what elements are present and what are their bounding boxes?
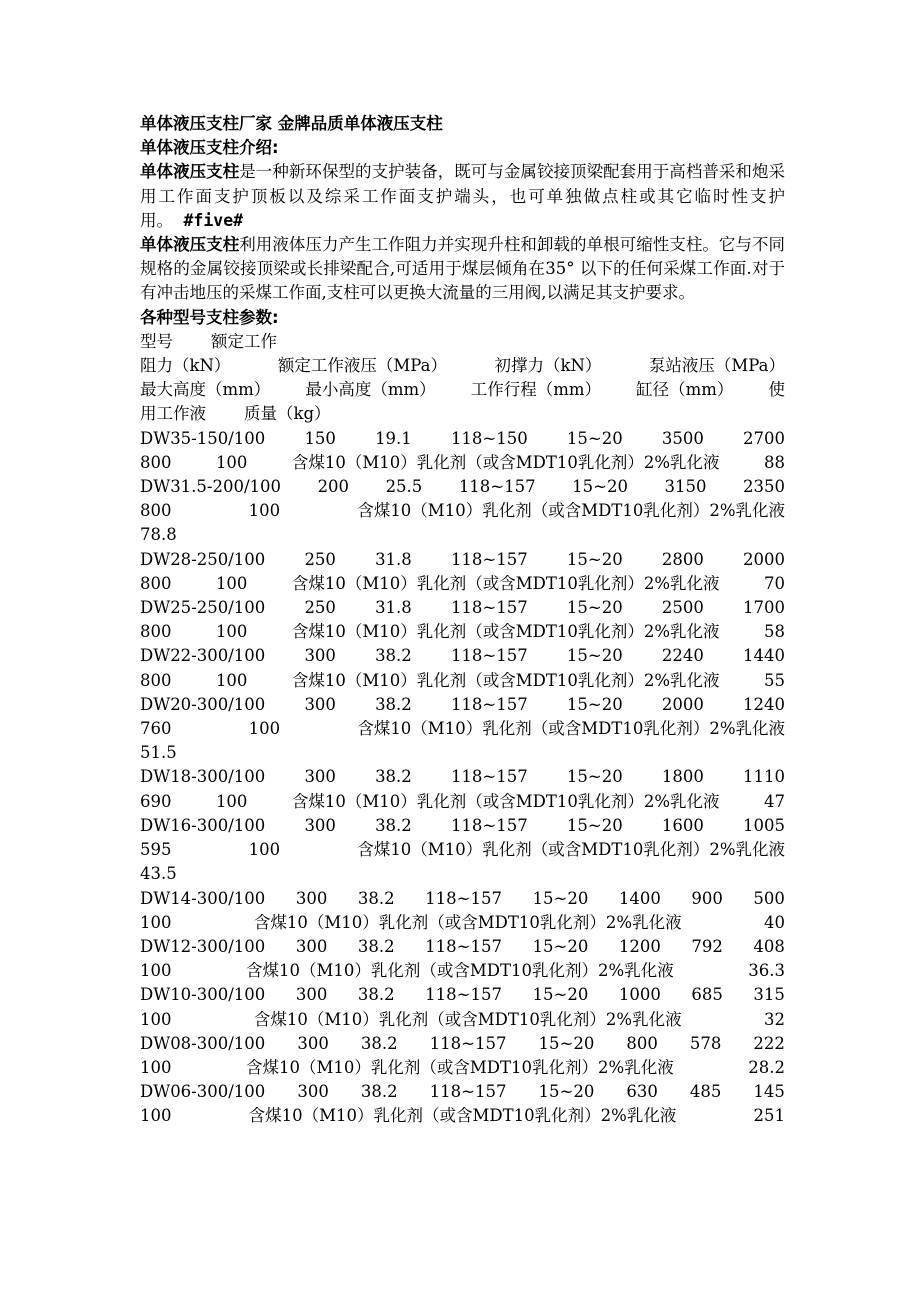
cell: 118~157 xyxy=(450,598,528,618)
cell: 118~157 xyxy=(450,767,528,787)
cell: 15~20 xyxy=(572,477,628,497)
param-row-line xyxy=(140,887,785,911)
param-header-line xyxy=(140,378,785,402)
param-row-line xyxy=(140,814,785,838)
cell: 泵站液压（MPa） xyxy=(648,356,785,376)
cell: 100 xyxy=(248,501,281,521)
cell: 15~20 xyxy=(566,598,623,618)
param-row-line xyxy=(140,1104,785,1128)
cell: 2240 xyxy=(661,646,704,666)
param-row-line xyxy=(140,959,785,983)
param-row-line xyxy=(140,572,785,596)
cell: 40 xyxy=(764,912,785,932)
cell: 222 xyxy=(753,1033,785,1053)
cell: 使 xyxy=(768,380,785,400)
cell: 300 xyxy=(304,694,336,714)
cell: 118~157 xyxy=(429,1082,507,1102)
cell: 1200 xyxy=(618,936,661,956)
cell: 最大高度（mm） xyxy=(140,380,271,400)
cell: 3150 xyxy=(664,477,707,497)
cell: DW12-300/100 xyxy=(140,936,266,956)
cell: 760 xyxy=(140,719,172,739)
cell: 38.2 xyxy=(375,646,412,666)
cell: 38.2 xyxy=(360,1082,398,1102)
paragraph-text: 利用液体压力产生工作阻力并实现升柱和卸载的单根可缩性支柱。它与不同规格的金属铰接顶梁或长排梁配合,可适用于煤层倾角在35° 以下的任何采煤工作面.对于有冲击地压的采煤工作面,支柱可以更换大流量的三用阀,以满足其支护要求。 xyxy=(140,235,786,303)
cell: 800 xyxy=(140,670,172,690)
cell: 31.8 xyxy=(375,549,412,569)
cell: 15~20 xyxy=(566,815,623,835)
cell: DW31.5-200/100 xyxy=(140,477,282,497)
cell: 300 xyxy=(304,767,336,787)
cell: 300 xyxy=(304,815,336,835)
cell: 32 xyxy=(764,1009,785,1029)
param-row-continuation: 43.5 xyxy=(140,864,177,884)
paragraph-text: 是一种新环保型的支护装备，既可与金属铰接顶梁配套用于高档普采和炮采用工作面支护顶板以及综采工作面支护端头，也可单独做点柱或其它临时性支护用。 xyxy=(140,162,786,230)
params-heading: 各种型号支柱参数: xyxy=(140,307,279,327)
cell: 300 xyxy=(295,936,328,956)
cell: 质量（kg） xyxy=(244,404,331,424)
cell: 15~20 xyxy=(566,428,623,448)
cell: 2700 xyxy=(742,428,785,448)
cell: 38.2 xyxy=(357,985,395,1005)
cell: 19.1 xyxy=(375,428,412,448)
page-title: 单体液压支柱厂家 金牌品质单体液压支柱 xyxy=(140,114,443,133)
cell: 118~157 xyxy=(429,1033,507,1053)
cell: 118~157 xyxy=(450,694,528,714)
cell: 800 xyxy=(626,1033,658,1053)
cell: 额定工作液压（MPa） xyxy=(277,356,447,376)
cell: 630 xyxy=(626,1082,658,1102)
cell: DW18-300/100 xyxy=(140,767,266,787)
cell: 118~157 xyxy=(425,985,502,1005)
cell: 15~20 xyxy=(566,694,623,714)
param-row-line xyxy=(140,935,785,959)
cell: 38.2 xyxy=(360,1033,398,1053)
cell: 工作行程（mm） xyxy=(470,380,602,400)
tag-marker: #five# xyxy=(183,210,244,230)
cell: 485 xyxy=(689,1082,722,1102)
cell: 含煤10（M10）乳化剂（或含MDT10乳化剂）2%乳化液 xyxy=(357,840,785,860)
cell: 100 xyxy=(248,719,281,739)
cell: 含煤10（M10）乳化剂（或含MDT10乳化剂）2%乳化液 xyxy=(246,961,674,981)
cell: 100 xyxy=(248,840,281,860)
param-row-line xyxy=(140,620,785,644)
cell: 15~20 xyxy=(532,936,589,956)
cell: 38.2 xyxy=(357,888,395,908)
cell: DW10-300/100 xyxy=(140,985,266,1005)
cell: 2350 xyxy=(742,477,785,497)
cell: DW08-300/100 xyxy=(140,1033,266,1053)
cell: 408 xyxy=(753,936,785,956)
cell: DW22-300/100 xyxy=(140,646,266,666)
param-row-line xyxy=(140,765,785,789)
cell: 500 xyxy=(753,888,785,908)
cell: 含煤10（M10）乳化剂（或含MDT10乳化剂）2%乳化液 xyxy=(291,573,720,593)
cell: 800 xyxy=(140,452,172,472)
cell: 100 xyxy=(140,1106,172,1126)
param-header-line xyxy=(140,402,785,426)
cell: 1110 xyxy=(742,767,785,787)
cell: 145 xyxy=(753,1082,785,1102)
cell: 250 xyxy=(304,549,336,569)
cell: DW28-250/100 xyxy=(140,549,266,569)
cell: 2800 xyxy=(661,549,704,569)
cell: 300 xyxy=(295,985,328,1005)
param-row-line xyxy=(140,475,785,499)
cell: 100 xyxy=(215,573,248,593)
cell: 含煤10（M10）乳化剂（或含MDT10乳化剂）2%乳化液 xyxy=(248,1106,677,1126)
cell: 100 xyxy=(215,791,248,811)
document-page xyxy=(140,112,785,1129)
cell: 25.5 xyxy=(385,477,423,497)
cell: 2500 xyxy=(661,598,704,618)
param-row-line xyxy=(140,669,785,693)
cell: 最小高度（mm） xyxy=(305,380,436,400)
term-bold: 单体液压支柱 xyxy=(140,235,240,255)
cell: 118~150 xyxy=(450,428,528,448)
cell: 118~157 xyxy=(425,936,502,956)
cell: 15~20 xyxy=(532,888,589,908)
cell: 含煤10（M10）乳化剂（或含MDT10乳化剂）2%乳化液 xyxy=(291,452,720,472)
cell: 100 xyxy=(140,1009,172,1029)
cell: DW20-300/100 xyxy=(140,694,266,714)
cell: DW14-300/100 xyxy=(140,888,266,908)
param-row-line xyxy=(140,1056,785,1080)
cell: 1700 xyxy=(742,598,785,618)
cell: 含煤10（M10）乳化剂（或含MDT10乳化剂）2%乳化液 xyxy=(246,1057,674,1077)
cell: 250 xyxy=(304,598,336,618)
cell: 15~20 xyxy=(538,1033,595,1053)
cell: 58 xyxy=(764,622,785,642)
param-row-line xyxy=(140,1080,785,1104)
cell: 800 xyxy=(140,501,172,521)
cell: 15~20 xyxy=(532,985,589,1005)
param-row-line xyxy=(140,790,785,814)
cell: 31.8 xyxy=(375,598,412,618)
param-row-line xyxy=(140,451,785,475)
cell: 900 xyxy=(691,888,723,908)
param-row-line xyxy=(140,427,785,451)
intro-paragraph-1 xyxy=(140,160,785,233)
cell: 1800 xyxy=(661,767,704,787)
param-row-line xyxy=(140,596,785,620)
cell: 55 xyxy=(764,670,785,690)
param-header-line xyxy=(140,354,785,378)
cell: 595 xyxy=(140,840,172,860)
cell: 118~157 xyxy=(450,646,528,666)
cell: 1600 xyxy=(661,815,704,835)
cell: 38.2 xyxy=(357,936,395,956)
cell: 300 xyxy=(297,1082,329,1102)
param-row-line xyxy=(140,838,785,862)
cell: 578 xyxy=(689,1033,722,1053)
cell: 800 xyxy=(140,573,172,593)
cell: 200 xyxy=(317,477,350,497)
param-row-line xyxy=(140,499,785,523)
cell: 额定工作 xyxy=(211,331,277,351)
param-rows xyxy=(140,427,785,1129)
param-row-line xyxy=(140,693,785,717)
cell: 150 xyxy=(304,428,336,448)
cell: 含煤10（M10）乳化剂（或含MDT10乳化剂）2%乳化液 xyxy=(357,719,785,739)
intro-paragraph-2 xyxy=(140,233,785,306)
cell: 100 xyxy=(140,912,172,932)
cell: 2000 xyxy=(742,549,785,569)
cell: 118~157 xyxy=(458,477,536,497)
cell: 100 xyxy=(215,670,248,690)
cell: 缸径（mm） xyxy=(636,380,734,400)
cell: DW16-300/100 xyxy=(140,815,266,835)
cell: 47 xyxy=(764,791,785,811)
cell: 15~20 xyxy=(566,646,623,666)
cell: 15~20 xyxy=(566,767,623,787)
intro-heading: 单体液压支柱介绍: xyxy=(140,138,279,158)
cell: 38.2 xyxy=(375,694,412,714)
param-row-continuation: 78.8 xyxy=(140,525,177,545)
cell: 15~20 xyxy=(566,549,623,569)
cell: 118~157 xyxy=(425,888,502,908)
cell: 100 xyxy=(215,452,248,472)
cell: DW35-150/100 xyxy=(140,428,266,448)
cell: 300 xyxy=(297,1033,329,1053)
cell: 100 xyxy=(140,961,172,981)
cell: 1000 xyxy=(618,985,661,1005)
cell: DW06-300/100 xyxy=(140,1082,266,1102)
cell: 型号 xyxy=(140,331,173,351)
cell: 含煤10（M10）乳化剂（或含MDT10乳化剂）2%乳化液 xyxy=(291,791,720,811)
cell: 28.2 xyxy=(748,1057,785,1077)
cell: DW25-250/100 xyxy=(140,598,266,618)
param-row-line xyxy=(140,1008,785,1032)
cell: 含煤10（M10）乳化剂（或含MDT10乳化剂）2%乳化液 xyxy=(253,1009,682,1029)
param-row-line xyxy=(140,1032,785,1056)
cell: 15~20 xyxy=(538,1082,595,1102)
cell: 118~157 xyxy=(450,549,528,569)
cell: 含煤10（M10）乳化剂（或含MDT10乳化剂）2%乳化液 xyxy=(253,912,682,932)
cell: 251 xyxy=(753,1106,785,1126)
cell: 685 xyxy=(691,985,723,1005)
cell: 800 xyxy=(140,622,172,642)
cell: 1400 xyxy=(618,888,661,908)
cell: 3500 xyxy=(661,428,704,448)
cell: 300 xyxy=(295,888,328,908)
cell: 792 xyxy=(691,936,723,956)
cell: 100 xyxy=(215,622,248,642)
term-bold: 单体液压支柱 xyxy=(140,162,240,182)
cell: 38.2 xyxy=(375,815,412,835)
param-row-continuation: 51.5 xyxy=(140,743,177,763)
cell: 阻力（kN） xyxy=(140,356,231,376)
param-header-line xyxy=(140,330,785,354)
cell: 36.3 xyxy=(748,961,785,981)
param-row-line xyxy=(140,911,785,935)
param-row-line xyxy=(140,548,785,572)
param-header-block xyxy=(140,330,785,427)
cell: 300 xyxy=(304,646,336,666)
cell: 用工作液 xyxy=(140,404,206,424)
cell: 含煤10（M10）乳化剂（或含MDT10乳化剂）2%乳化液 xyxy=(357,501,785,521)
param-row-line xyxy=(140,644,785,668)
cell: 1440 xyxy=(742,646,785,666)
param-row-line xyxy=(140,717,785,741)
cell: 初撑力（kN） xyxy=(494,356,602,376)
cell: 38.2 xyxy=(375,767,412,787)
cell: 100 xyxy=(140,1057,172,1077)
cell: 118~157 xyxy=(450,815,528,835)
param-row-line xyxy=(140,983,785,1007)
cell: 70 xyxy=(764,573,785,593)
cell: 88 xyxy=(764,452,785,472)
cell: 1005 xyxy=(742,815,785,835)
cell: 含煤10（M10）乳化剂（或含MDT10乳化剂）2%乳化液 xyxy=(291,670,720,690)
cell: 2000 xyxy=(661,694,704,714)
cell: 含煤10（M10）乳化剂（或含MDT10乳化剂）2%乳化液 xyxy=(291,622,720,642)
cell: 315 xyxy=(753,985,785,1005)
cell: 1240 xyxy=(742,694,785,714)
cell: 690 xyxy=(140,791,172,811)
